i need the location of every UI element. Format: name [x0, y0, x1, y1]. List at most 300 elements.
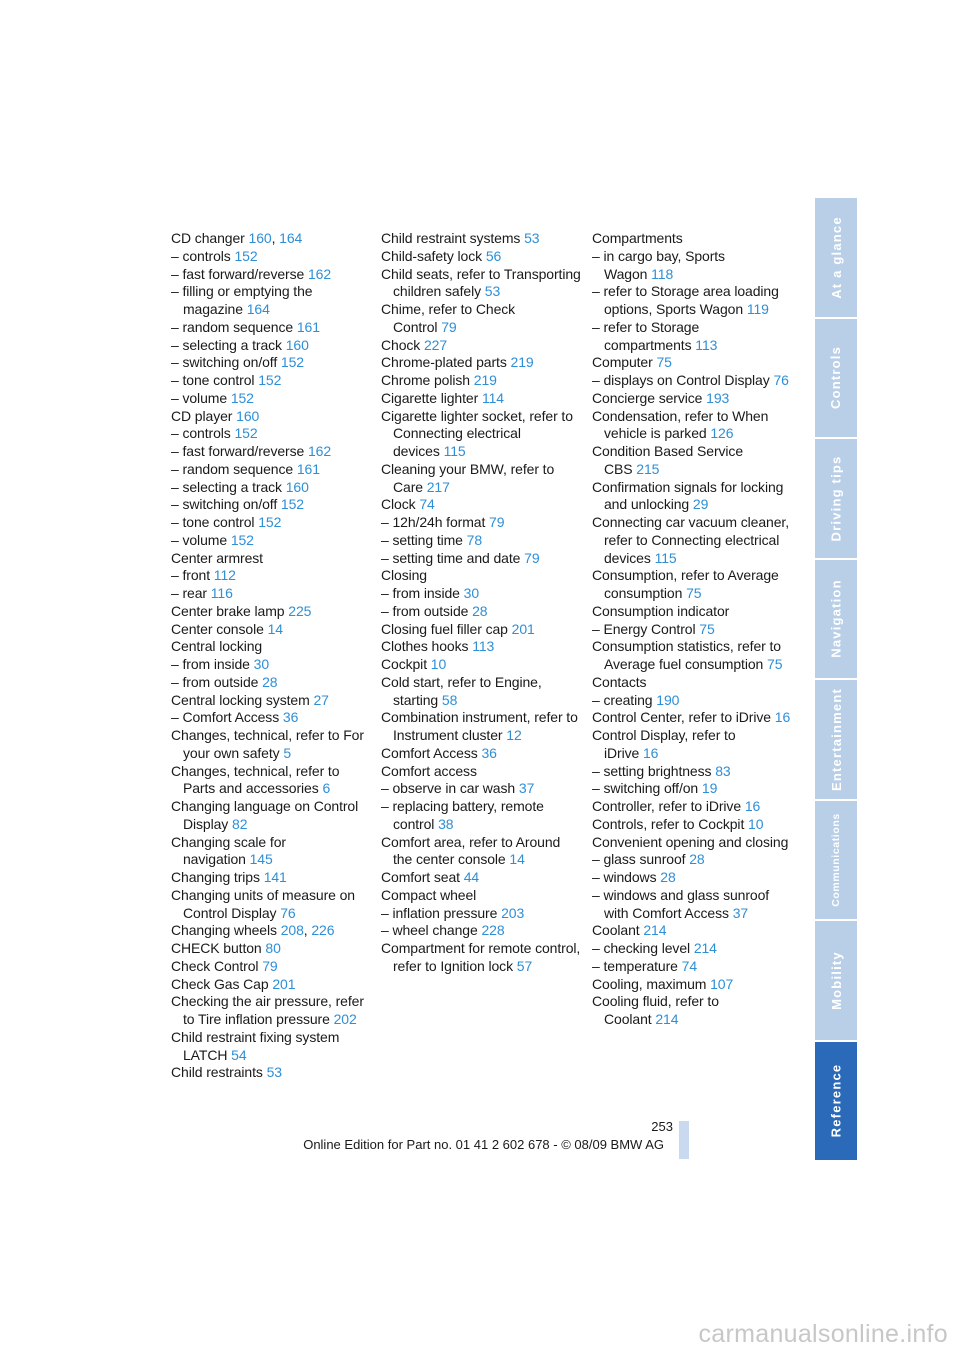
page-link[interactable]: 16 — [774, 709, 791, 726]
index-entry — [381, 230, 581, 248]
index-entry-text: Cooling fluid, refer to Coolant — [592, 993, 719, 1027]
index-entry-text: – fast forward/reverse — [171, 265, 305, 282]
index-entry — [171, 692, 371, 710]
index-entry-text: – temperature — [592, 957, 678, 974]
index-entry-text: – random sequence — [171, 318, 294, 335]
index-entry — [381, 887, 581, 905]
page-link[interactable]: 161 — [296, 460, 320, 477]
index-entry-text: – creating — [592, 691, 653, 708]
page-link[interactable]: 160 — [285, 478, 309, 495]
page-link[interactable]: 164 — [279, 230, 303, 246]
page-link[interactable]: 74 — [419, 496, 435, 513]
page-link[interactable]: 113 — [695, 336, 718, 353]
section-tab-driving-tips[interactable] — [815, 439, 857, 560]
index-entry — [381, 532, 581, 550]
page-link[interactable]: 82 — [232, 815, 248, 832]
section-tab-sidebar — [815, 198, 857, 1160]
index-entry — [171, 266, 371, 284]
page-link[interactable]: 37 — [518, 780, 535, 797]
index-entry — [171, 976, 371, 994]
index-entry — [381, 745, 581, 763]
index-entry — [381, 461, 581, 497]
index-entry — [171, 408, 371, 426]
page-link[interactable]: 228 — [481, 922, 505, 939]
page-link[interactable]: 162 — [307, 443, 332, 459]
section-tab-mobility[interactable] — [815, 921, 857, 1042]
page-link[interactable]: 78 — [466, 531, 483, 548]
page-link[interactable]: 202 — [333, 1011, 357, 1027]
index-entry-text: Changing wheels — [171, 922, 277, 939]
index-entry-text: – glass sunroof — [592, 851, 686, 868]
index-entry-text: Consumption indicator — [592, 602, 730, 619]
page-link[interactable]: 5 — [283, 744, 292, 761]
index-entry — [171, 887, 371, 923]
index-entry-text: Cigarette lighter — [381, 389, 479, 406]
page-link[interactable]: 80 — [265, 940, 281, 956]
index-entry-text: Changing trips — [171, 869, 260, 885]
page-link[interactable]: 79 — [524, 549, 540, 566]
index-entry-text: Control Center, refer to iDrive — [592, 709, 771, 726]
page-link[interactable]: 118 — [651, 265, 674, 282]
index-entry — [171, 940, 371, 958]
page-link[interactable]: 79 — [489, 514, 505, 530]
index-entry-text: – from inside — [171, 656, 250, 672]
index-entry — [592, 674, 792, 692]
index-entry-text: – in cargo bay, Sports Wagon — [592, 247, 725, 282]
page-link[interactable]: 164 — [246, 301, 270, 317]
index-entry — [171, 727, 371, 763]
index-entry — [592, 922, 792, 940]
index-entry — [171, 443, 371, 461]
page-link[interactable]: 10 — [430, 656, 447, 672]
page-link[interactable]: 152 — [234, 425, 258, 442]
index-entry — [171, 479, 371, 497]
page-link[interactable]: 28 — [472, 602, 488, 619]
index-entry-text: Control Display, refer to iDrive — [592, 727, 736, 761]
index-entry-text: Comfort Access — [381, 744, 478, 761]
index-entry-text: – controls — [171, 247, 231, 264]
index-entry-text: – Energy Control — [592, 620, 696, 637]
page-link[interactable]: 152 — [280, 354, 304, 371]
page-link[interactable]: 219 — [510, 354, 534, 371]
page-link[interactable]: 208 — [280, 922, 304, 939]
index-entry — [592, 638, 792, 674]
index-entry-text: – tone control — [171, 372, 255, 388]
index-entry — [171, 674, 371, 692]
page-link[interactable]: 152 — [258, 372, 282, 388]
index-entry — [592, 248, 792, 284]
index-entry-text: – setting time — [381, 531, 463, 548]
index-entry — [592, 869, 792, 887]
index-entry — [381, 585, 581, 603]
page-link[interactable]: 76 — [280, 904, 296, 921]
index-entry — [381, 905, 581, 923]
index-entry-text: – switching on/off — [171, 354, 278, 371]
index-entry-text: Consumption, refer to Average consumption — [592, 567, 779, 601]
section-tab-at-a-glance[interactable] — [815, 198, 857, 319]
page-link[interactable]: 214 — [693, 940, 717, 956]
page-link[interactable]: 36 — [481, 744, 497, 761]
index-entry — [592, 834, 792, 852]
index-entry-text: Chrome-plated parts — [381, 354, 507, 371]
page-link[interactable]: 119 — [746, 301, 769, 317]
index-entry — [592, 621, 792, 639]
index-entry — [171, 496, 371, 514]
index-entry-text: – random sequence — [171, 460, 294, 477]
page-link[interactable]: 114 — [481, 389, 504, 406]
page-link[interactable]: 75 — [656, 354, 672, 371]
page-link[interactable]: 14 — [267, 620, 283, 637]
page-link[interactable]: 56 — [485, 247, 502, 264]
page-link[interactable]: 201 — [511, 620, 535, 637]
index-entry — [592, 319, 792, 355]
index-entry-text: – setting brightness — [592, 762, 712, 779]
index-entry-text: Comfort access — [381, 762, 477, 779]
index-entry — [381, 869, 581, 887]
index-entry — [381, 496, 581, 514]
index-entry-text: Changing units of measure on Control Display — [171, 886, 355, 921]
page-link[interactable]: 203 — [501, 904, 525, 921]
index-entry — [381, 798, 581, 834]
index-entry-text: – replacing battery, remote control — [381, 798, 544, 832]
page-link[interactable]: 75 — [699, 620, 715, 637]
page-link[interactable]: 38 — [438, 815, 454, 832]
page-link[interactable]: 58 — [441, 691, 458, 708]
index-entry — [592, 816, 792, 834]
page-link[interactable]: 53 — [266, 1064, 282, 1081]
index-entry — [381, 780, 581, 798]
page-link[interactable]: 152 — [258, 514, 282, 530]
page-link[interactable]: 190 — [656, 691, 680, 708]
index-entry-text: Clothes hooks — [381, 638, 469, 655]
index-entry — [592, 993, 792, 1029]
index-entry-text: Child-safety lock — [381, 247, 483, 264]
index-entry — [171, 425, 371, 443]
index-entry-text: Central locking system — [171, 691, 310, 708]
index-entry-text: – inflation pressure — [381, 904, 498, 921]
index-entry-text: – checking level — [592, 940, 691, 956]
index-entry-text: Chock — [381, 336, 421, 353]
index-entry-text: Changes, technical, refer to Parts and accessories — [171, 762, 340, 797]
index-entry — [171, 869, 371, 887]
page-link[interactable]: 30 — [463, 585, 480, 601]
section-tab-controls[interactable] — [815, 319, 857, 440]
page-link[interactable]: 19 — [701, 780, 718, 797]
page-link[interactable]: 75 — [767, 656, 783, 672]
page-link[interactable]: 152 — [230, 389, 254, 406]
index-column-2 — [381, 230, 581, 976]
page-link[interactable]: 141 — [263, 869, 287, 885]
page-link[interactable]: 225 — [288, 602, 312, 619]
index-column-1 — [171, 230, 371, 1082]
index-entry-text: Condition Based Service CBS — [592, 443, 744, 477]
page-link[interactable]: 27 — [313, 691, 329, 708]
page-link[interactable]: 227 — [423, 336, 448, 353]
index-entry-text: – displays on Control Display — [592, 372, 770, 388]
index-entry — [171, 603, 371, 621]
index-entry — [592, 372, 792, 390]
index-entry — [381, 567, 581, 585]
page-link[interactable]: 160 — [285, 336, 309, 353]
index-entry-text: CD changer — [171, 230, 245, 246]
index-entry — [592, 709, 792, 727]
index-entry-text: Cigarette lighter socket, refer to Connecting electrical devices — [381, 407, 573, 459]
page-link[interactable]: 16 — [642, 744, 659, 761]
index-entry — [592, 940, 792, 958]
index-entry — [381, 621, 581, 639]
page-link[interactable]: 217 — [426, 478, 450, 495]
index-entry — [381, 656, 581, 674]
index-entry — [381, 922, 581, 940]
section-tab-label: Reference — [828, 1063, 844, 1138]
index-entry-text: – selecting a track — [171, 336, 282, 353]
page-link[interactable]: 161 — [296, 318, 320, 335]
index-entry-text: Check Gas Cap — [171, 975, 269, 992]
index-entry-text: Changes, technical, refer to For your own safety — [171, 727, 364, 761]
index-entry — [171, 248, 371, 266]
page-link[interactable]: 10 — [748, 815, 764, 832]
index-entry — [171, 461, 371, 479]
index-entry-text: Center armrest — [171, 549, 263, 566]
page-link[interactable]: 152 — [234, 247, 258, 264]
section-tab-navigation[interactable] — [815, 560, 857, 681]
section-tab-label: Driving tips — [828, 455, 844, 542]
index-entry — [381, 674, 581, 710]
index-entry-text: Compartments — [592, 230, 683, 246]
index-entry — [381, 337, 581, 355]
index-entry-text: Confirmation signals for locking and unlocking — [592, 478, 784, 513]
index-entry-text: Checking the air pressure, refer to Tire inflation pressure — [171, 993, 364, 1027]
index-entry — [381, 266, 581, 302]
page-link[interactable]: 28 — [689, 851, 705, 868]
index-entry-text: Child restraint fixing system LATCH — [171, 1028, 340, 1063]
page-link[interactable]: 37 — [732, 904, 749, 921]
index-entry — [171, 709, 371, 727]
index-entry-text: Cleaning your BMW, refer to Care — [381, 460, 555, 495]
index-entry — [381, 354, 581, 372]
index-entry — [381, 408, 581, 461]
index-column-3 — [592, 230, 792, 1029]
page-link[interactable]: 214 — [643, 922, 667, 939]
index-entry — [171, 319, 371, 337]
footer-edition-text: Online Edition for Part no. 01 41 2 602 678 - © 08/09 BMW AG — [303, 1137, 664, 1152]
index-entry-text: Contacts — [592, 673, 647, 690]
index-entry — [381, 638, 581, 656]
page-link[interactable]: 12 — [506, 727, 522, 743]
index-entry — [171, 337, 371, 355]
index-entry-text: Chrome polish — [381, 372, 470, 388]
index-entry — [592, 283, 792, 319]
index-entry — [171, 585, 371, 603]
index-entry — [592, 230, 792, 248]
index-entry — [592, 763, 792, 781]
index-entry — [592, 443, 792, 479]
page-link[interactable]: 152 — [280, 496, 304, 513]
index-entry — [381, 940, 581, 976]
index-entry-text: – volume — [171, 389, 228, 406]
index-entry — [171, 1029, 371, 1065]
index-entry-text: – setting time and date — [381, 549, 521, 566]
index-entry-text: Clock — [381, 496, 416, 513]
page-link[interactable]: 53 — [524, 230, 540, 246]
page-link[interactable]: 160 — [236, 407, 260, 424]
page-link[interactable]: 214 — [655, 1011, 679, 1027]
index-entry — [171, 958, 371, 976]
index-entry — [171, 656, 371, 674]
index-entry-text: Controller, refer to iDrive — [592, 798, 742, 814]
page-link[interactable]: 112 — [213, 567, 236, 584]
page-link[interactable]: 28 — [660, 869, 676, 885]
index-entry-text: – switching on/off — [171, 496, 278, 513]
index-entry-text: Cooling, maximum — [592, 975, 707, 992]
page-link[interactable]: 201 — [272, 975, 296, 992]
page-link[interactable]: 79 — [262, 957, 278, 974]
page-link[interactable]: 226 — [311, 922, 335, 939]
index-entry-text: Center console — [171, 620, 264, 637]
index-entry-text: Changing scale for navigation — [171, 833, 286, 868]
page-link[interactable]: 76 — [773, 372, 789, 388]
index-entry-text: – filling or emptying the magazine — [171, 283, 313, 317]
index-entry-text: Chime, refer to Check Control — [381, 301, 516, 335]
index-entry — [381, 514, 581, 532]
index-entry-text: – volume — [171, 531, 228, 548]
index-entry — [592, 692, 792, 710]
index-entry-text: Consumption statistics, refer to Average fuel consumption — [592, 638, 781, 672]
index-entry-text: Comfort seat — [381, 869, 460, 885]
page-link[interactable]: 115 — [654, 549, 677, 566]
index-entry — [171, 354, 371, 372]
index-entry — [171, 798, 371, 834]
section-tab-reference[interactable] — [815, 1042, 857, 1161]
index-entry — [592, 798, 792, 816]
index-entry — [592, 976, 792, 994]
index-entry-text: – switching off/on — [592, 780, 699, 797]
page-link[interactable]: 152 — [230, 531, 254, 548]
index-entry — [171, 550, 371, 568]
index-entry-text: – tone control — [171, 514, 255, 530]
index-entry-text: – refer to Storage compartments — [592, 318, 700, 353]
index-entry-text: – fast forward/reverse — [171, 443, 305, 459]
index-entry-text: Coolant — [592, 922, 640, 939]
index-entry — [592, 479, 792, 515]
index-entry — [171, 834, 371, 870]
index-entry — [381, 834, 581, 870]
index-entry-text: – windows — [592, 869, 657, 885]
index-entry — [381, 763, 581, 781]
index-entry — [171, 514, 371, 532]
page-link[interactable]: 116 — [210, 585, 233, 601]
index-entry-text: Changing language on Control Display — [171, 798, 359, 832]
index-entry-text: – front — [171, 567, 210, 584]
index-entry-text: Computer — [592, 354, 653, 371]
watermark-text: carmanualsonline.info — [698, 1320, 948, 1348]
index-entry — [592, 567, 792, 603]
index-entry — [381, 248, 581, 266]
page-link[interactable]: 28 — [262, 673, 278, 690]
index-entry — [381, 372, 581, 390]
page-link[interactable]: 115 — [443, 443, 466, 459]
index-entry-text: – Comfort Access — [171, 709, 280, 726]
section-tab-communications[interactable] — [815, 801, 857, 922]
index-entry-text: Check Control — [171, 957, 259, 974]
index-entry-text: – from outside — [171, 673, 259, 690]
page-link[interactable]: 75 — [686, 585, 702, 601]
page-link[interactable]: 126 — [710, 425, 734, 442]
page-link[interactable]: 6 — [322, 780, 331, 797]
section-tab-label: Communications — [830, 812, 843, 907]
page-link[interactable]: 193 — [706, 389, 730, 406]
section-tab-label: Mobility — [828, 950, 844, 1010]
index-entry-text: Concierge service — [592, 389, 703, 406]
index-entry-text: Compartment for remote control, refer to Ignition lock — [381, 940, 581, 974]
index-entry-text: – wheel change — [381, 922, 478, 939]
page-link[interactable]: 215 — [636, 460, 660, 477]
index-entry-text: Convenient opening and closing — [592, 833, 789, 850]
page-link[interactable]: 36 — [282, 709, 299, 726]
index-entry-text: – 12h/24h format — [381, 514, 486, 530]
index-entry: Changing wheels 208, 226 — [171, 922, 335, 939]
index-entry — [171, 567, 371, 585]
page-number: 253 — [651, 1119, 673, 1134]
page-number-bar — [679, 1121, 689, 1159]
index-entry — [592, 958, 792, 976]
page-link[interactable]: 83 — [715, 762, 731, 779]
page-link[interactable]: 16 — [744, 798, 761, 814]
page-link[interactable]: 162 — [307, 265, 332, 282]
page-link[interactable]: 30 — [253, 656, 270, 672]
index-entry-text: Child seats, refer to Transporting children safely — [381, 265, 581, 300]
index-entry-text: – observe in car wash — [381, 780, 516, 797]
index-entry-text: Closing — [381, 567, 427, 584]
page-link[interactable]: 74 — [681, 957, 698, 974]
page-link[interactable]: 113 — [472, 638, 495, 655]
page-link[interactable]: 44 — [463, 869, 480, 885]
index-entry — [592, 390, 792, 408]
index-entry — [592, 851, 792, 869]
page-link[interactable]: 79 — [441, 318, 457, 335]
section-tab-label: At a glance — [828, 215, 844, 299]
index-entry — [171, 621, 371, 639]
section-tab-label: Navigation — [828, 579, 844, 658]
index-entry-text: – refer to Storage area loading options, Sports Wagon — [592, 283, 779, 317]
index-entry — [592, 727, 792, 763]
index-entry-text: Comfort area, refer to Around the center console — [381, 833, 561, 868]
section-tab-entertainment[interactable] — [815, 680, 857, 801]
index-entry — [592, 780, 792, 798]
page-link[interactable]: 57 — [516, 957, 533, 974]
page-link[interactable]: 219 — [473, 372, 497, 388]
index-entry — [171, 763, 371, 799]
index-entry — [171, 638, 371, 656]
index-entry — [592, 408, 792, 444]
page-link[interactable]: 29 — [692, 496, 709, 513]
index-entry-text: Center brake lamp — [171, 602, 285, 619]
page-link[interactable]: 53 — [484, 283, 501, 300]
index-entry-text: Child restraint systems — [381, 230, 521, 246]
page-link[interactable]: 160 — [248, 230, 272, 246]
page-link[interactable]: 145 — [249, 851, 273, 868]
page-link[interactable]: 54 — [231, 1046, 247, 1063]
index-entry — [171, 283, 371, 319]
index-entry-text: Compact wheel — [381, 886, 477, 903]
index-entry-text: – rear — [171, 585, 207, 601]
page-link[interactable]: 14 — [509, 851, 525, 868]
index-entry-text: Condensation, refer to When vehicle is parked — [592, 407, 769, 442]
index-entry: CD changer 160, 164 — [171, 230, 303, 246]
page-link[interactable]: 107 — [710, 975, 734, 992]
index-entry-text: Connecting car vacuum cleaner, refer to Connecting electrical devices — [592, 514, 789, 566]
index-entry — [592, 514, 792, 567]
